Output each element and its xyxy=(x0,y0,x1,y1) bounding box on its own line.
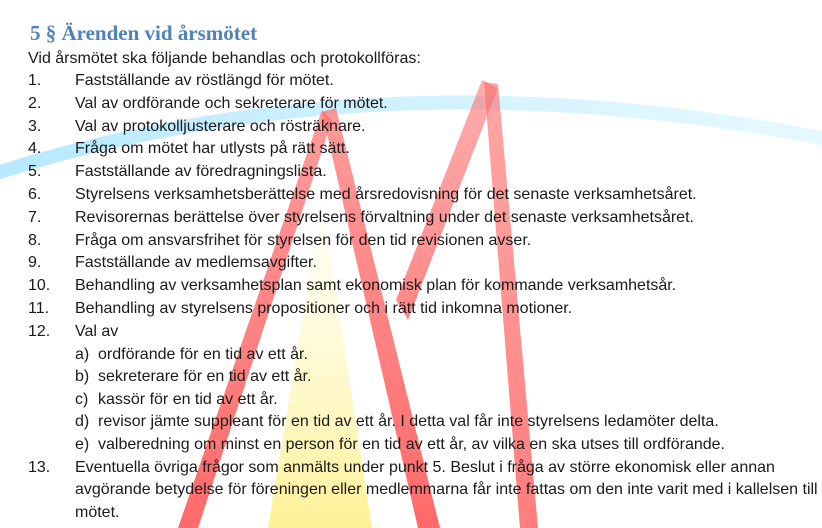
item-text: Fastställande av medlemsavgifter. xyxy=(75,254,317,272)
list-item xyxy=(28,298,818,321)
item-number: 5. xyxy=(28,163,42,181)
item-text: Val av protokolljusterare och rösträknare. xyxy=(75,117,366,135)
sub-item xyxy=(75,411,818,434)
item-number: 1. xyxy=(28,72,42,89)
item-number: 13. xyxy=(28,458,51,476)
list-item xyxy=(28,230,818,253)
item-text: Val av ordförande och sekreterare för mötet. xyxy=(75,94,388,112)
item-text: Eventuella övriga frågor som anmälts under punkt 5. Beslut i fråga av större ekonomisk eller annan avgörande betydelse för föreningen eller medlemmarna får inte fattas om den inte varit med i kallelsen till mötet. xyxy=(75,458,818,522)
item-text: Val av xyxy=(75,322,119,340)
agenda-list xyxy=(28,70,818,344)
sub-item-text: ordförande för en tid av ett år. xyxy=(98,345,308,363)
item-number: 9. xyxy=(28,254,42,272)
item-number: 4. xyxy=(28,140,42,158)
sub-item-text: sekreterare för en tid av ett år. xyxy=(98,368,312,386)
item-number: 2. xyxy=(28,94,42,112)
sub-item-text: valberedning om minst en person för en tid av ett år, av vilka en ska utses till ordförande. xyxy=(98,435,725,453)
list-item xyxy=(28,93,818,116)
section-heading: 5 § Ärenden vid årsmötet xyxy=(30,21,258,45)
list-item xyxy=(28,457,818,525)
sub-item-text: kassör för en tid av ett år. xyxy=(98,390,278,408)
item-number: 7. xyxy=(28,208,42,226)
list-item xyxy=(28,161,818,184)
election-sublist xyxy=(28,344,818,457)
sub-item xyxy=(75,434,818,457)
item-text: Behandling av styrelsens propositioner och i rätt tid inkomna motioner. xyxy=(75,299,573,317)
item-number: 6. xyxy=(28,185,42,203)
intro-text: Vid årsmötet ska följande behandlas och protokollföras: xyxy=(28,50,421,67)
list-item xyxy=(28,116,818,139)
list-item xyxy=(28,207,818,230)
sub-item-text: revisor jämte suppleant för en tid av ett år. I detta val får inte styrelsens ledamöter delta. xyxy=(98,413,719,431)
item-number: 10. xyxy=(28,277,51,295)
sub-item xyxy=(75,389,818,412)
list-item xyxy=(28,275,818,298)
item-number: 3. xyxy=(28,117,42,135)
sub-item xyxy=(75,366,818,389)
sub-item-letter: e) xyxy=(75,435,90,453)
item-text: Fråga om mötet har utlysts på rätt sätt. xyxy=(75,140,350,158)
list-item xyxy=(28,138,818,161)
list-item xyxy=(28,321,818,344)
sub-item-letter: a) xyxy=(75,345,90,363)
sub-item-letter: b) xyxy=(75,368,90,386)
sub-item-letter: d) xyxy=(75,413,90,431)
item-number: 8. xyxy=(28,231,42,249)
sub-item xyxy=(75,344,818,367)
item-text: Revisorernas berättelse över styrelsens förvaltning under det senaste verksamhetsåret. xyxy=(75,208,694,226)
list-item xyxy=(28,70,818,93)
agenda-list-continued xyxy=(28,457,818,525)
item-number: 12. xyxy=(28,322,51,340)
item-number: 11. xyxy=(28,299,50,317)
list-item xyxy=(28,184,818,207)
list-item xyxy=(28,252,818,275)
item-text: Fråga om ansvarsfrihet för styrelsen för den tid revisionen avser. xyxy=(75,231,532,249)
sub-item-letter: c) xyxy=(75,390,89,408)
item-text: Fastställande av röstlängd för mötet. xyxy=(75,72,334,89)
item-text: Fastställande av föredragningslista. xyxy=(75,163,327,181)
item-text: Behandling av verksamhetsplan samt ekonomisk plan för kommande verksamhetsår. xyxy=(75,277,677,295)
item-text: Styrelsens verksamhetsberättelse med årsredovisning för det senaste verksamhetsåret. xyxy=(75,185,697,203)
document-section xyxy=(28,20,818,525)
